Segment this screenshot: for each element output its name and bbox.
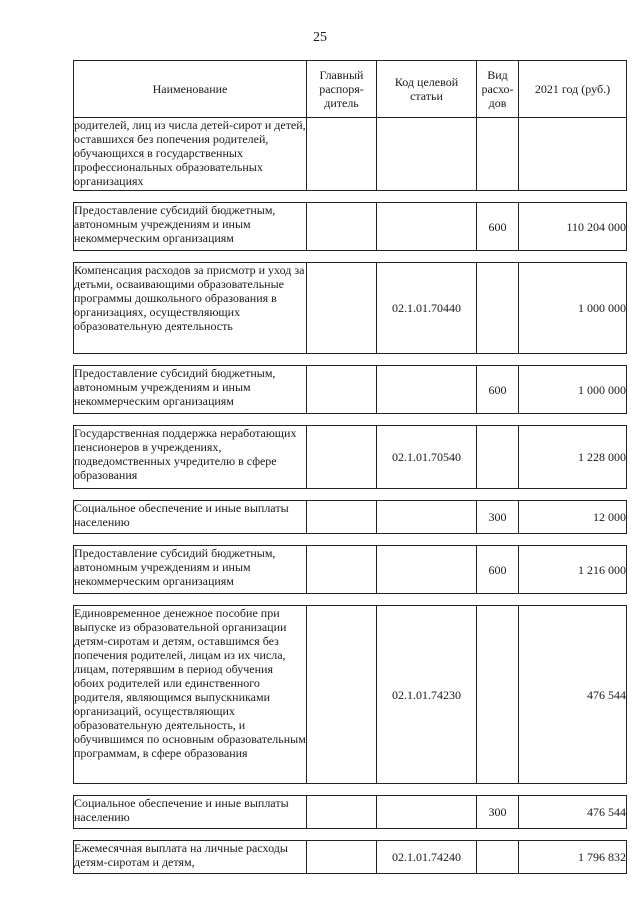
row-spacer (74, 594, 627, 606)
row-code (377, 118, 477, 191)
row-spacer (74, 489, 627, 501)
row-type (477, 118, 519, 191)
row-amount: 1 796 832 (519, 841, 627, 874)
header-type: Вид расхо-дов (477, 61, 519, 118)
row-code: 02.1.01.74240 (377, 841, 477, 874)
row-admin (307, 796, 377, 829)
row-code (377, 546, 477, 594)
row-admin (307, 263, 377, 354)
header-code: Код целевой статьи (377, 61, 477, 118)
table-row (74, 546, 627, 594)
row-name: Предоставление субсидий бюджетным, автономным учреждениям и иным некоммерческим организациям (74, 546, 307, 594)
row-type (477, 841, 519, 874)
row-code (377, 501, 477, 534)
table-row (74, 426, 627, 489)
row-name: Государственная поддержка неработающих пенсионеров в учреждениях, подведомственных учредителю в сфере образования (74, 426, 307, 489)
row-code: 02.1.01.74230 (377, 606, 477, 784)
row-amount: 110 204 000 (519, 203, 627, 251)
row-spacer (74, 829, 627, 841)
row-amount (519, 118, 627, 191)
row-name: Социальное обеспечение и иные выплаты населению (74, 796, 307, 829)
row-amount: 1 000 000 (519, 263, 627, 354)
row-name: родителей, лиц из числа детей-сирот и детей, оставшихся без попечения родителей, обучающихся в государственных профессиональных образовательных организациях (74, 118, 307, 191)
row-code: 02.1.01.70440 (377, 263, 477, 354)
row-type: 600 (477, 546, 519, 594)
row-type: 300 (477, 501, 519, 534)
row-spacer (74, 534, 627, 546)
row-type (477, 263, 519, 354)
row-spacer (74, 191, 627, 203)
row-admin (307, 606, 377, 784)
row-spacer (74, 414, 627, 426)
table-row (74, 841, 627, 874)
row-amount: 1 216 000 (519, 546, 627, 594)
table-row (74, 796, 627, 829)
row-amount: 1 000 000 (519, 366, 627, 414)
row-type: 300 (477, 796, 519, 829)
row-type (477, 426, 519, 489)
row-admin (307, 118, 377, 191)
row-name: Социальное обеспечение и иные выплаты населению (74, 501, 307, 534)
row-admin (307, 203, 377, 251)
table-row (74, 118, 627, 191)
row-type: 600 (477, 366, 519, 414)
table-row (74, 366, 627, 414)
row-code (377, 366, 477, 414)
row-admin (307, 426, 377, 489)
row-type (477, 606, 519, 784)
row-code: 02.1.01.70540 (377, 426, 477, 489)
row-spacer (74, 354, 627, 366)
row-amount: 476 544 (519, 606, 627, 784)
row-amount: 1 228 000 (519, 426, 627, 489)
row-spacer (74, 784, 627, 796)
row-name: Ежемесячная выплата на личные расходы детям-сиротам и детям, (74, 841, 307, 874)
row-name: Предоставление субсидий бюджетным, автономным учреждениям и иным некоммерческим организациям (74, 203, 307, 251)
table-row (74, 203, 627, 251)
row-admin (307, 546, 377, 594)
row-amount: 12 000 (519, 501, 627, 534)
row-spacer (74, 251, 627, 263)
table-row (74, 263, 627, 354)
table-row (74, 606, 627, 784)
row-code (377, 203, 477, 251)
row-name: Единовременное денежное пособие при выпуске из образовательной организации детям-сиротам и детям, оставшимся без попечения родителей, лицам из их числа, лицам, потерявшим в период обучения обоих родителей или единственного родителя, являющимся выпускниками организаций, осуществляющих образовательную деятельность, и обучившимся по основным образовательным программам, в сфере образования (74, 606, 307, 784)
page-number: 25 (313, 30, 327, 45)
row-name: Предоставление субсидий бюджетным, автономным учреждениям и иным некоммерческим организациям (74, 366, 307, 414)
row-code (377, 796, 477, 829)
header-amount: 2021 год (руб.) (519, 61, 627, 118)
row-name: Компенсация расходов за присмотр и уход за детьми, осваивающими образовательные программы дошкольного образования в организациях, осуществляющих образовательную деятельность (74, 263, 307, 354)
table-row (74, 501, 627, 534)
table-header-row (74, 61, 627, 118)
row-admin (307, 841, 377, 874)
row-admin (307, 501, 377, 534)
row-type: 600 (477, 203, 519, 251)
header-admin: Главный распоря-дитель (307, 61, 377, 118)
header-name: Наименование (74, 61, 307, 118)
budget-table (73, 60, 627, 874)
row-amount: 476 544 (519, 796, 627, 829)
row-admin (307, 366, 377, 414)
